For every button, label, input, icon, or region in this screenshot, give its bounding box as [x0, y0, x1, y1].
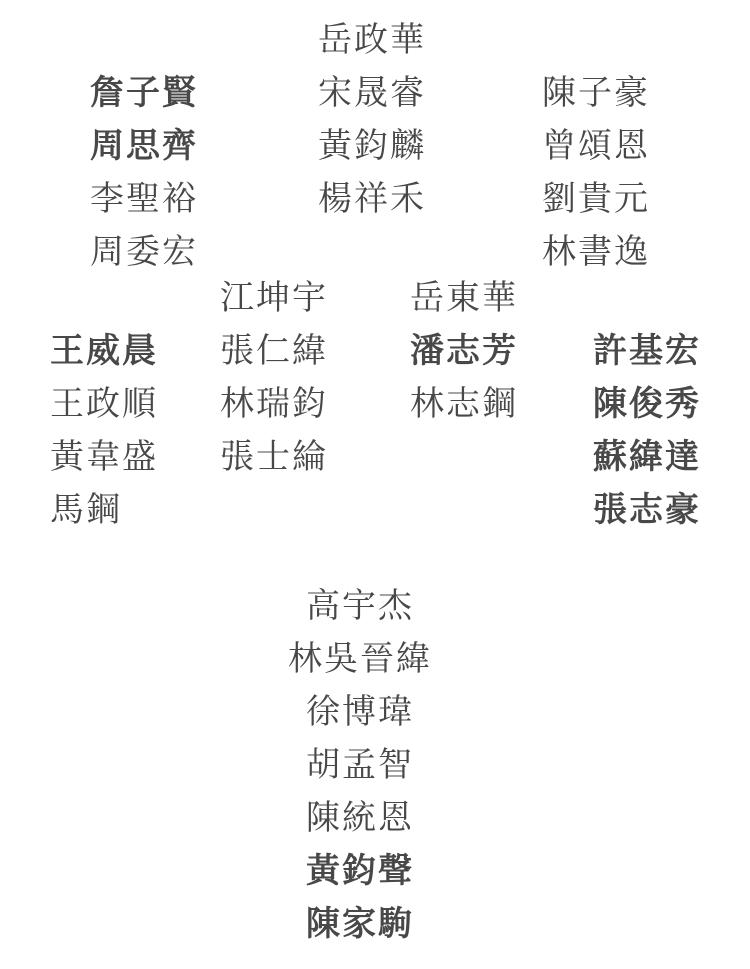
depth-chart-column-top-center: [318, 14, 426, 226]
player-name: 蘇緯達: [593, 437, 701, 477]
player-name: 曾頌恩: [542, 126, 650, 166]
player-name: 張仁緯: [220, 331, 328, 371]
depth-chart-column-bottom-center: [160, 580, 560, 951]
player-name: 馬鋼: [50, 490, 122, 530]
player-name: 高宇杰: [306, 586, 414, 626]
depth-chart-column-top-left: [90, 67, 198, 279]
player-name: 楊祥禾: [318, 179, 426, 219]
depth-chart-column-mid-right: [593, 325, 701, 537]
player-name: 胡孟智: [306, 745, 414, 785]
player-name: 宋晟睿: [318, 73, 426, 113]
player-name: 黃鈞聲: [306, 851, 414, 891]
player-name: 黃韋盛: [50, 437, 158, 477]
player-name: 李聖裕: [90, 179, 198, 219]
player-name: 詹子賢: [90, 73, 198, 113]
player-name: 周委宏: [90, 232, 198, 272]
player-name: 陳家駒: [306, 904, 414, 944]
player-name: 王政順: [50, 384, 158, 424]
player-name: 陳統恩: [306, 798, 414, 838]
player-name: 張志豪: [593, 490, 701, 530]
player-name: 林志鋼: [410, 384, 518, 424]
player-name: 徐博瑋: [306, 692, 414, 732]
player-name: 潘志芳: [410, 331, 518, 371]
depth-chart-column-top-right: [542, 67, 650, 279]
player-name: 劉貴元: [542, 179, 650, 219]
depth-chart-column-mid-center-right: [410, 272, 518, 431]
player-name: 陳子豪: [542, 73, 650, 113]
depth-chart-column-mid-left: [50, 325, 158, 537]
player-name: 王威晨: [50, 331, 158, 371]
player-name: 岳政華: [318, 20, 426, 60]
player-name: 張士綸: [220, 437, 328, 477]
player-name: 江坤宇: [220, 278, 328, 318]
player-name: 林書逸: [542, 232, 650, 272]
player-name: 岳東華: [410, 278, 518, 318]
player-name: 林瑞鈞: [220, 384, 328, 424]
player-name: 周思齊: [90, 126, 198, 166]
player-name: 陳俊秀: [593, 384, 701, 424]
player-name: 許基宏: [593, 331, 701, 371]
player-name: 黃鈞麟: [318, 126, 426, 166]
player-name: 林吳晉緯: [288, 639, 432, 679]
depth-chart-column-mid-center-left: [220, 272, 328, 484]
